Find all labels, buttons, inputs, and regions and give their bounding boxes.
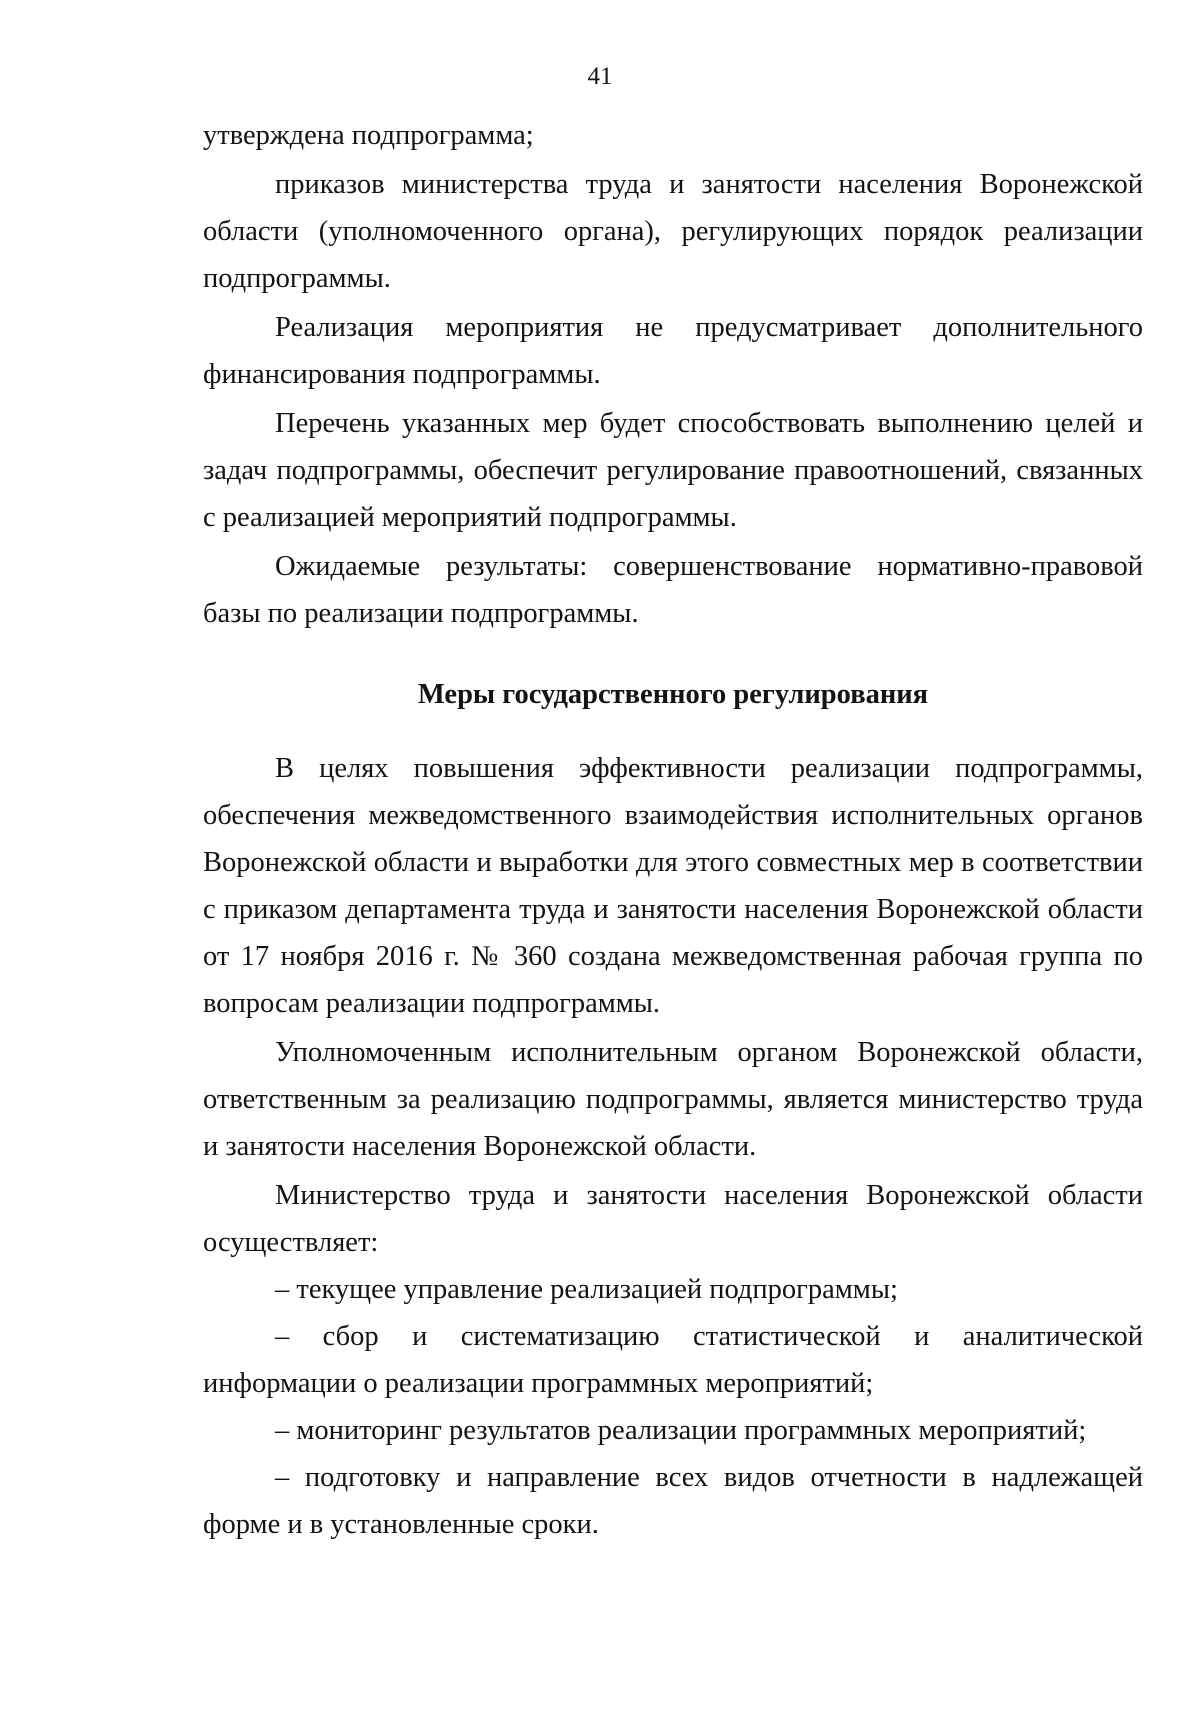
paragraph-continuation: утверждена подпрограмма; bbox=[203, 120, 534, 151]
list-item: – подготовку и направление всех видов отчетности в надлежащей форме и в установленные сроки. bbox=[203, 1462, 1143, 1540]
paragraph-authorized-body: Уполномоченным исполнительным органом Воронежской области, ответственным за реализацию подпрограммы, является министерство труда и занятости населения Воронежской области. bbox=[203, 1037, 1143, 1162]
paragraph-working-group: В целях повышения эффективности реализации подпрограммы, обеспечения межведомственного взаимодействия исполнительных органов Воронежской области и выработки для этого совместных мер в соответствии с приказом департамента труда и занятости населения Воронежской области от 17 ноября 2016 г. № 360 создана межведомственная рабочая группа по вопросам реализации подпрограммы. bbox=[203, 753, 1143, 1019]
paragraph-orders: приказов министерства труда и занятости населения Воронежской области (уполномоченного органа), регулирующих порядок реализации подпрограммы. bbox=[203, 169, 1143, 294]
paragraph-measures-list: Перечень указанных мер будет способствовать выполнению целей и задач подпрограммы, обеспечит регулирование правоотношений, связанных с реализацией мероприятий подпрограммы. bbox=[203, 408, 1143, 533]
paragraph-financing: Реализация мероприятия не предусматривает дополнительного финансирования подпрограммы. bbox=[203, 312, 1143, 390]
list-item: – сбор и систематизацию статистической и аналитической информации о реализации программных мероприятий; bbox=[203, 1321, 1143, 1399]
paragraph-expected-results: Ожидаемые результаты: совершенствование нормативно-правовой базы по реализации подпрограммы. bbox=[203, 551, 1143, 629]
paragraph-ministry-performs: Министерство труда и занятости населения Воронежской области осуществляет: bbox=[203, 1180, 1143, 1258]
section-heading: Меры государственного регулирования bbox=[417, 679, 929, 710]
page-number: 41 bbox=[587, 63, 613, 90]
list-item: – текущее управление реализацией подпрограммы; bbox=[275, 1274, 898, 1305]
list-item: – мониторинг результатов реализации программных мероприятий; bbox=[275, 1415, 1087, 1446]
document-body bbox=[203, 112, 1143, 1548]
